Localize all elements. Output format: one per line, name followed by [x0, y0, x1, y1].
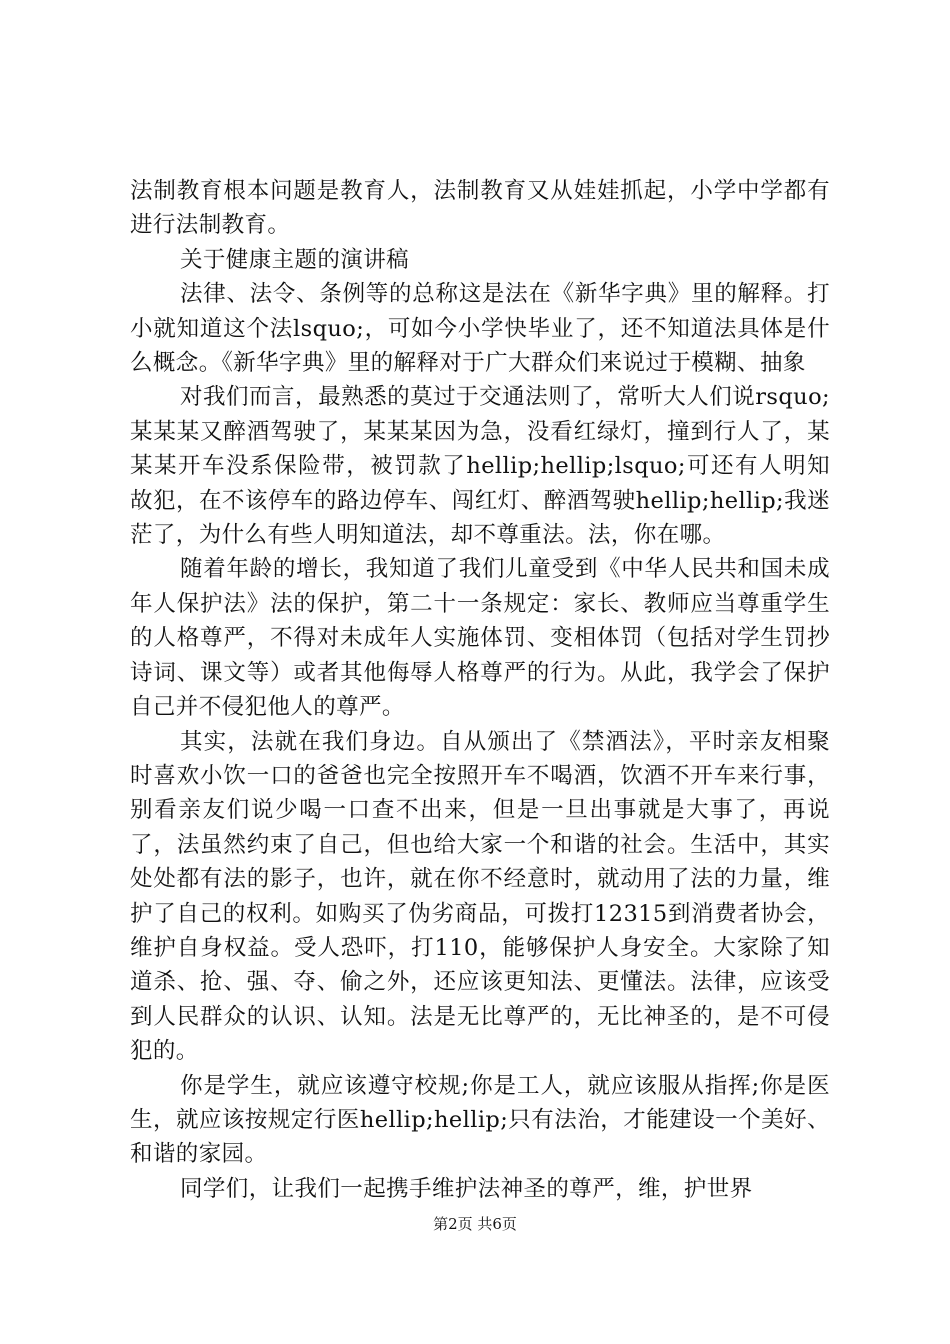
- paragraph-2: 法律、法令、条例等的总称这是法在《新华字典》里的解释。打小就知道这个法lsquo;，可如今小学快毕业了，还不知道法具体是什么概念。《新华字典》里的解释对于广大群众们来说过于模糊、抽象: [130, 281, 830, 377]
- paragraph-1: 法制教育根本问题是教育人，法制教育又从娃娃抓起，小学中学都有进行法制教育。: [130, 178, 830, 239]
- paragraph-5: 其实，法就在我们身边。自从颁出了《禁酒法》，平时亲友相聚时喜欢小饮一口的爸爸也完全按照开车不喝酒，饮酒不开车来行事，别看亲友们说少喝一口查不出来，但是一旦出事就是大事了，再说了，法虽然约束了自己，但也给大家一个和谐的社会。生活中，其实处处都有法的影子，也许，就在你不经意时，就动用了法的力量，维护了自己的权利。如购买了伪劣商品，可拨打12315到消费者协会，维护自身权益。受人恐吓，打110，能够保护人身安全。大家除了知道杀、抢、强、夺、偷之外，还应该更知法、更懂法。法律，应该受到人民群众的认识、认知。法是无比尊严的，无比神圣的，是不可侵犯的。: [130, 728, 830, 1065]
- paragraph-3: 对我们而言，最熟悉的莫过于交通法则了，常听大人们说rsquo;某某某又醉酒驾驶了，某某某因为急，没看红绿灯，撞到行人了，某某某开车没系保险带，被罚款了hellip;hellip;lsquo;可还有人明知故犯，在不该停车的路边停车、闯红灯、醉酒驾驶hellip;hellip;我迷茫了，为什么有些人明知道法，却不尊重法。法，你在哪。: [130, 384, 830, 549]
- document-body: [130, 174, 830, 1206]
- paragraph-6: 你是学生，就应该遵守校规;你是工人，就应该服从指挥;你是医生，就应该按规定行医hellip;hellip;只有法治，才能建设一个美好、和谐的家园。: [130, 1072, 830, 1168]
- paragraph-4: 随着年龄的增长，我知道了我们儿童受到《中华人民共和国未成年人保护法》法的保护，第二十一条规定：家长、教师应当尊重学生的人格尊严，不得对未成年人实施体罚、变相体罚（包括对学生罚抄诗词、课文等）或者其他侮辱人格尊严的行为。从此，我学会了保护自己并不侵犯他人的尊严。: [130, 556, 830, 721]
- section-title: 关于健康主题的演讲稿: [180, 246, 410, 273]
- page-number-footer: 第2页 共6页: [433, 1215, 517, 1233]
- paragraph-7: 同学们，让我们一起携手维护法神圣的尊严，维，护世界: [180, 1175, 753, 1202]
